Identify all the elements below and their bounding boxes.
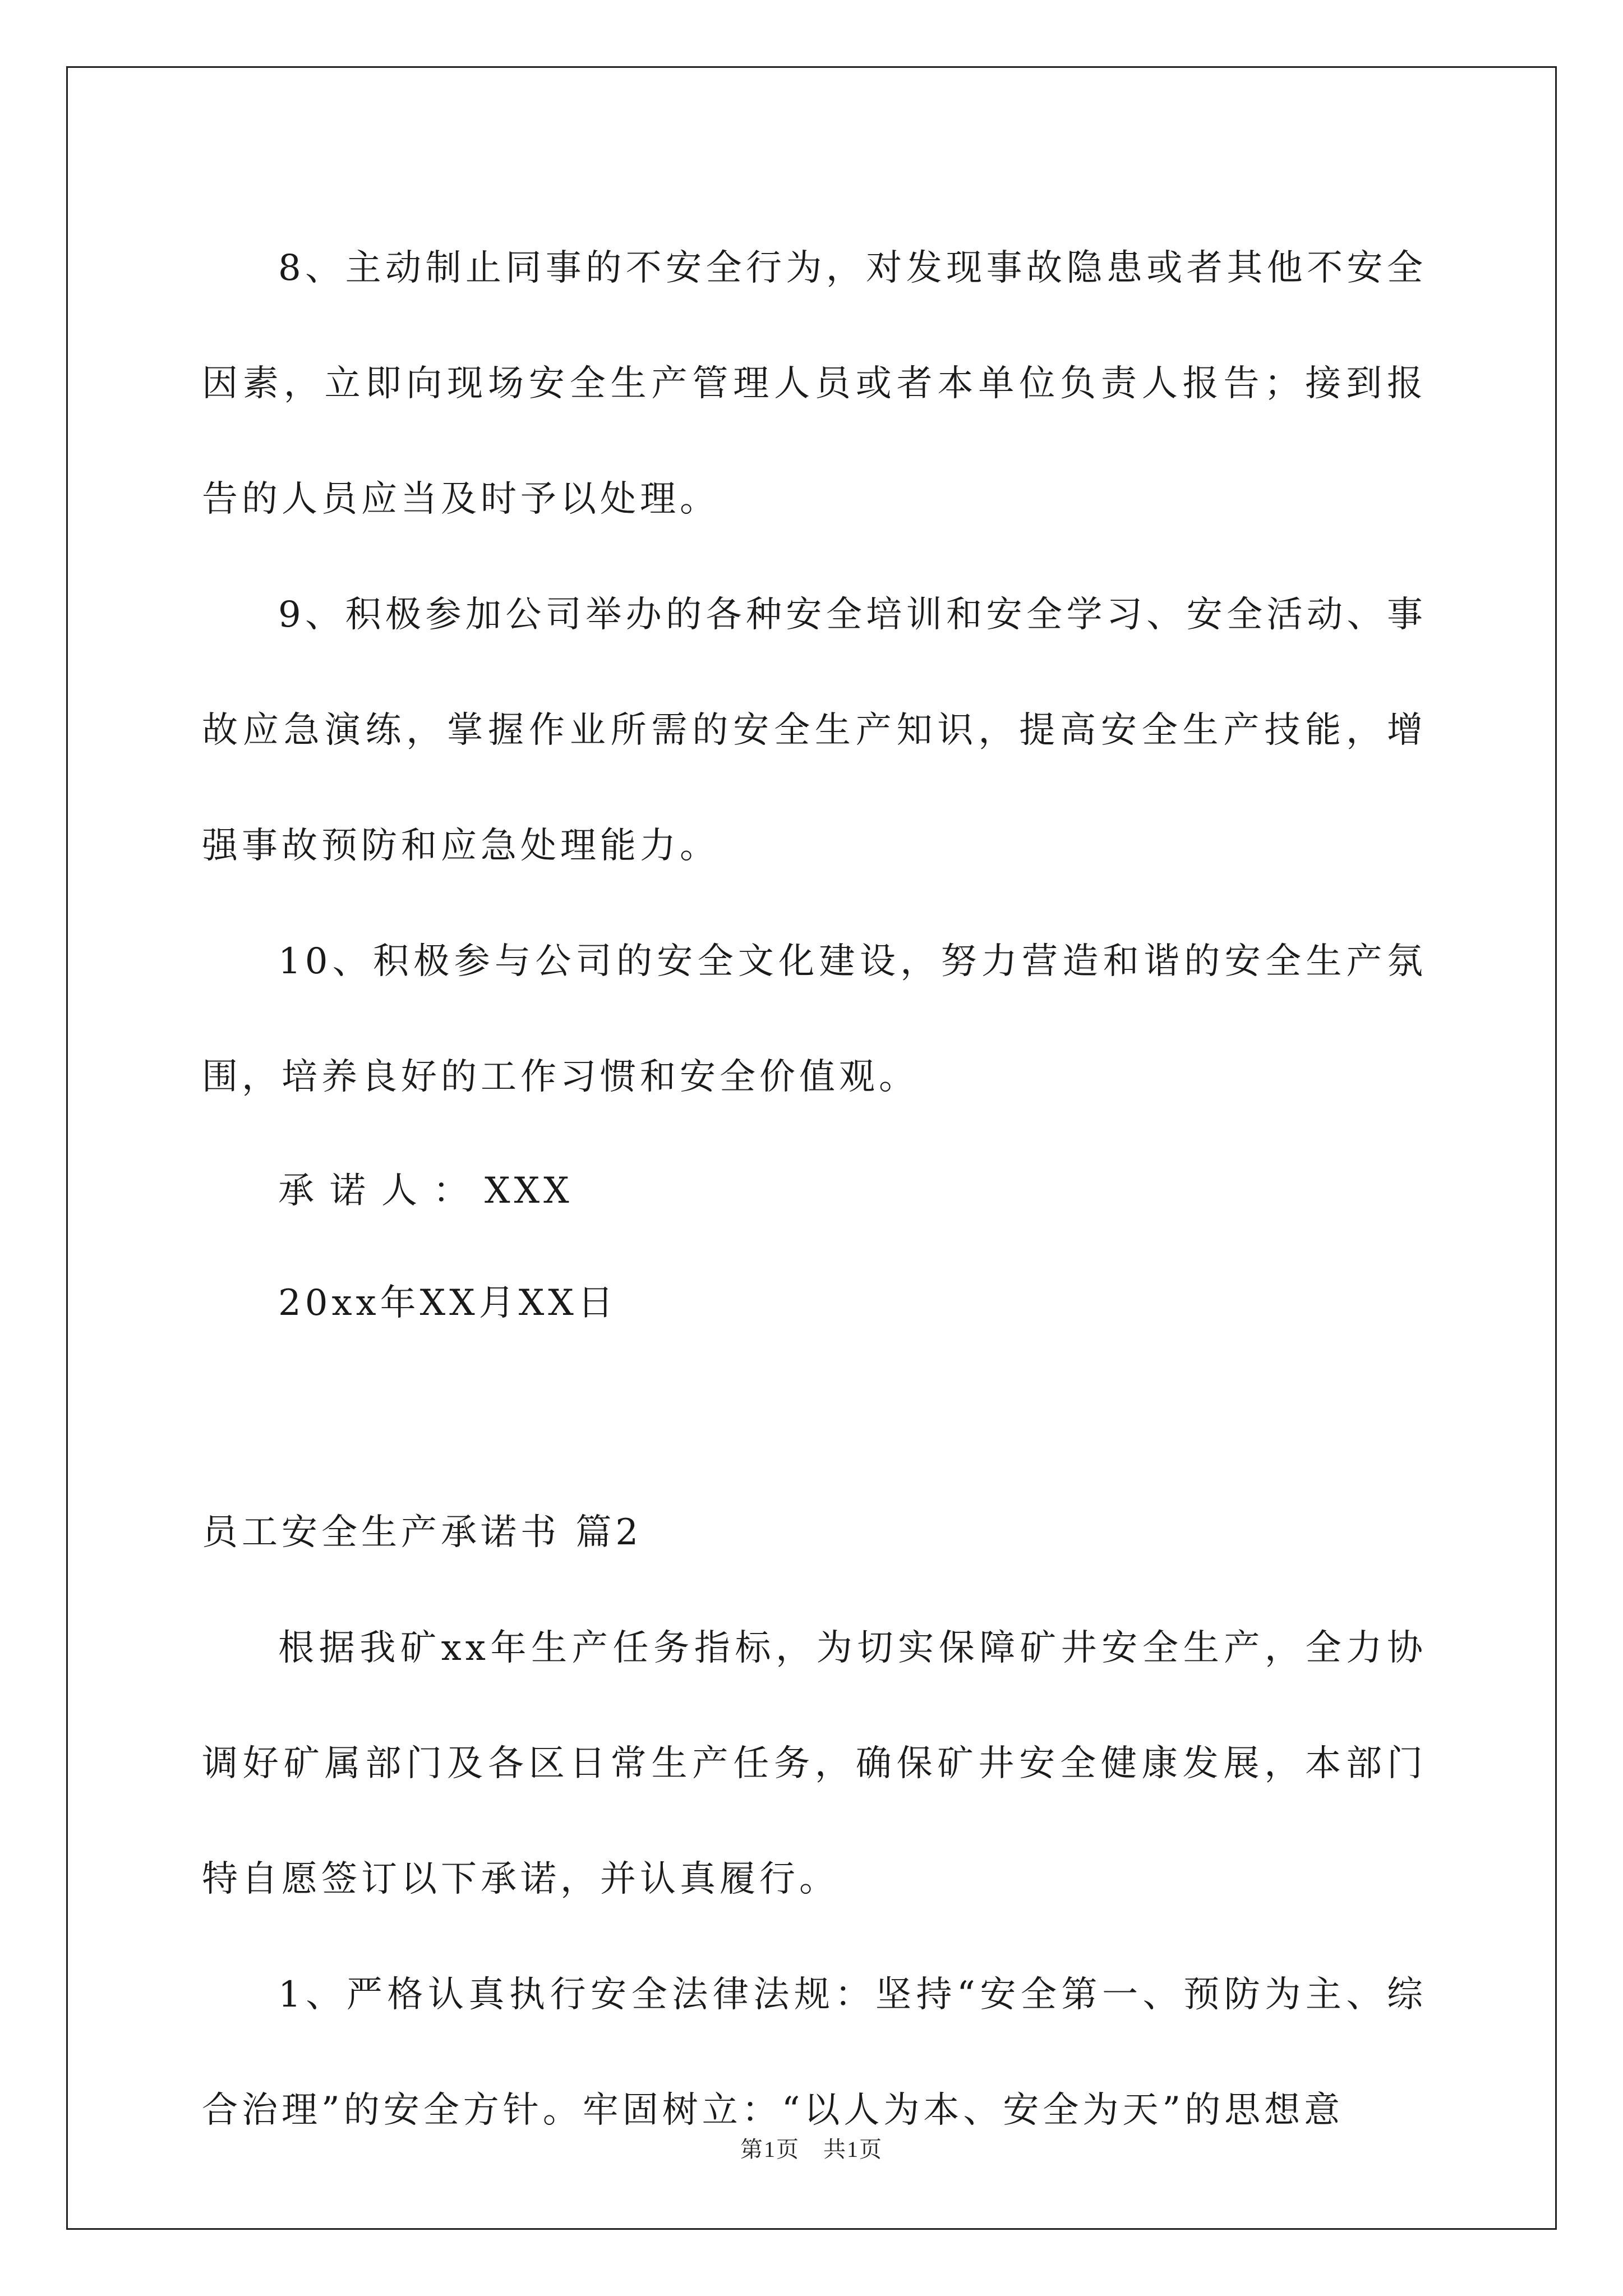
paragraph-intro: 根据我矿xx年生产任务指标，为切实保障矿井安全生产，全力协调好矿属部门及各区日常生产任务，确保矿井安全健康发展，本部门特自愿签订以下承诺，并认真履行。 <box>202 1627 1427 1900</box>
signature-name: XXX <box>485 1170 573 1212</box>
signature-line <box>202 1135 1427 1247</box>
paragraph-item-10: 10、积极参与公司的安全文化建设，努力营造和谐的安全生产氛围，培养良好的工作习惯和安全价值观。 <box>202 941 1427 1098</box>
section-gap <box>202 1359 1427 1475</box>
signature-date: 20xx年XX月XX日 <box>278 1282 617 1324</box>
paragraph-item-9: 9、积极参加公司举办的各种安全培训和安全学习、安全活动、事故应急演练，掌握作业所需的安全生产知识，提高安全生产技能，增强事故预防和应急处理能力。 <box>202 594 1427 867</box>
page-footer: 第1页 共1页 <box>740 2137 883 2162</box>
document-body <box>202 210 1427 2168</box>
paragraph-item-8: 8、主动制止同事的不安全行为，对发现事故隐患或者其他不安全因素，立即向现场安全生产管理人员或者本单位负责人报告；接到报告的人员应当及时予以处理。 <box>202 247 1427 520</box>
paragraph-item-1: 1、严格认真执行安全法律法规：坚持“安全第一、预防为主、综合治理”的安全方针。牢固树立：“以人为本、安全为天”的思想意 <box>202 1974 1427 2131</box>
section-title: 员工安全生产承诺书 篇2 <box>202 1512 643 1553</box>
signature-label: 承诺人： <box>278 1170 485 1212</box>
